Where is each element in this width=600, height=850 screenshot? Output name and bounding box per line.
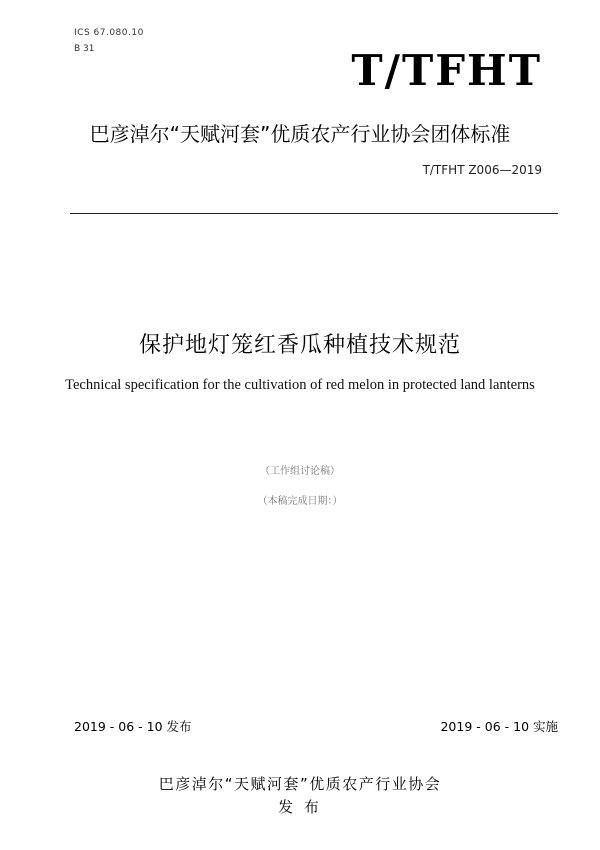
ccs-code: B 31 bbox=[74, 44, 95, 54]
ics-code: ICS 67.080.10 bbox=[74, 28, 144, 38]
standard-number: T/TFHT Z006—2019 bbox=[422, 163, 542, 177]
issue-date: 2019 - 06 - 10 发布 bbox=[74, 719, 192, 734]
draft-status-label: （工作组讨论稿） bbox=[260, 466, 340, 477]
standard-logo: T/TFHT bbox=[351, 46, 542, 95]
document-title-english: Technical specification for the cultivation of red melon in protected land lanterns bbox=[65, 377, 535, 393]
publish-label: 发 布 bbox=[278, 798, 322, 816]
publisher-name: 巴彦淖尔“天赋河套”优质农产行业协会 bbox=[158, 775, 442, 793]
document-title-chinese: 保护地灯笼红香瓜种植技术规范 bbox=[138, 333, 461, 358]
implementation-date: 2019 - 06 - 10 实施 bbox=[440, 719, 558, 734]
completion-date-label: （本稿完成日期：） bbox=[257, 496, 343, 507]
header-divider bbox=[70, 213, 558, 214]
organization-standard-title: 巴彦淖尔“天赋河套”优质农产行业协会团体标准 bbox=[89, 122, 511, 146]
